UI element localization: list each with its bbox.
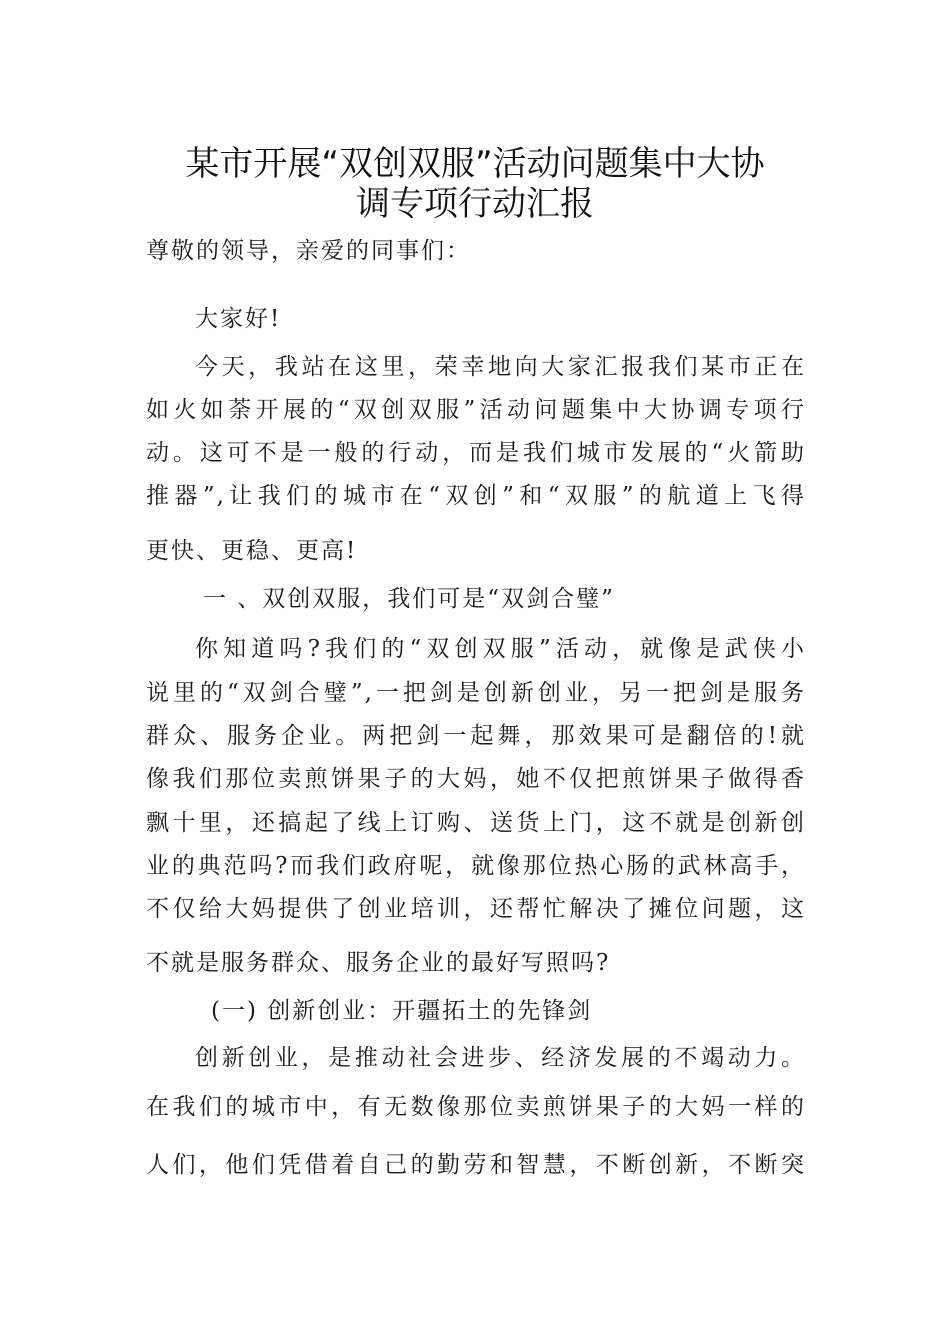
subsection-line: 创新创业，是推动社会进步、经济发展的不竭动力。 xyxy=(195,1045,806,1071)
section-line: 群众、服务企业。两把剑一起舞，那效果可是翻倍的!就 xyxy=(146,723,806,749)
salutation: 尊敬的领导，亲爱的同事们： xyxy=(146,238,471,264)
greeting: 大家好! xyxy=(195,306,282,332)
section-heading: 一 、双创双服，我们可是“双剑合璧” xyxy=(203,586,615,612)
intro-line: 动。这可不是一般的行动，而是我们城市发展的“火箭助 xyxy=(146,440,806,466)
intro-line: 推器”,让我们的城市在“双创”和“双服”的航道上飞得 xyxy=(146,483,806,509)
subsection-line: 人们，他们凭借着自己的勤劳和智慧，不断创新，不断突 xyxy=(146,1152,806,1178)
section-line: 飘十里，还搞起了线上订购、送货上门，这不就是创新创 xyxy=(146,810,806,836)
section-line: 不仅给大妈提供了创业培训，还帮忙解决了摊位问题，这 xyxy=(146,896,806,922)
intro-line: 更快、更稳、更高! xyxy=(146,538,358,564)
section-line: 你知道吗?我们的“双创双服”活动，就像是武侠小 xyxy=(195,636,806,662)
intro-line: 今天，我站在这里，荣幸地向大家汇报我们某市正在 xyxy=(195,354,806,380)
section-line: 像我们那位卖煎饼果子的大妈，她不仅把煎饼果子做得香 xyxy=(146,766,806,792)
subsection-heading: (一) 创新创业：开疆拓土的先锋剑 xyxy=(211,998,593,1024)
document-title-line-2: 调专项行动汇报 xyxy=(356,184,594,224)
subsection-line: 在我们的城市中，有无数像那位卖煎饼果子的大妈一样的 xyxy=(146,1094,806,1120)
document-title-line-1: 某市开展“双创双服”活动问题集中大协 xyxy=(185,144,765,184)
section-line: 不就是服务群众、服务企业的最好写照吗? xyxy=(146,950,611,976)
intro-line: 如火如荼开展的“双创双服”活动问题集中大协调专项行 xyxy=(146,397,806,423)
section-line: 说里的“双剑合璧”,一把剑是创新创业，另一把剑是服务 xyxy=(146,680,806,706)
section-line: 业的典范吗?而我们政府呢，就像那位热心肠的武林高手， xyxy=(146,853,806,879)
